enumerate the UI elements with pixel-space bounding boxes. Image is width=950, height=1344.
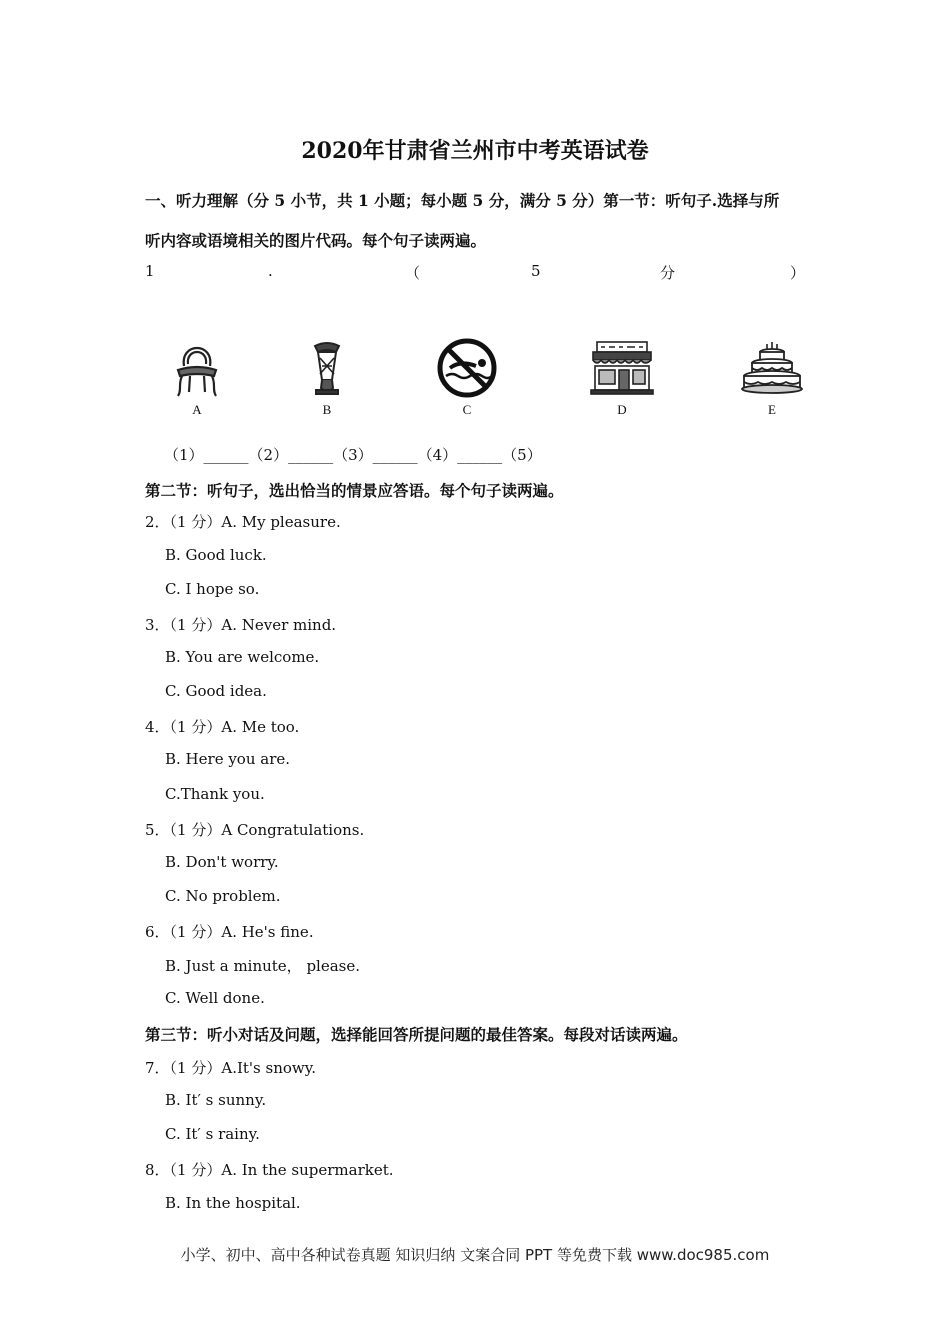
picture-d [577, 336, 667, 426]
q1-number: 1 [145, 262, 155, 280]
question-3-option-b: B. You are welcome. [165, 648, 320, 666]
picture-c-label: C [462, 402, 472, 417]
q1-score-unit: 分 [660, 264, 676, 282]
section3-heading: 第三节：听小对话及问题，选择能回答所提问题的最佳答案。每段对话读两遍。 [145, 1025, 688, 1044]
question-2-option-c: C. I hope so. [165, 580, 260, 598]
q1-open-paren: （ [405, 264, 421, 282]
picture-a [152, 336, 242, 426]
answer-blanks: （1）______（2）______（3）______（4）______（5） [164, 446, 542, 464]
question-8-option-b: B. In the hospital. [165, 1194, 301, 1212]
picture-c [422, 336, 512, 426]
question-6-stem: 6．（1 分）A. He's fine. [145, 923, 314, 941]
page-footer: 小学、初中、高中各种试卷真题 知识归纳 文案合同 PPT 等免费下载 www.doc985.com [180, 1246, 770, 1264]
question-5-option-c: C. No problem. [165, 887, 281, 905]
q1-score: 5 [531, 262, 541, 280]
question-7-option-b: B. It′ s sunny. [165, 1091, 267, 1109]
section1-heading-line1: 一、听力理解（分 5 小节，共 1 小题；每小题 5 分，满分 5 分）第一节：听句子.选择与所 [145, 191, 780, 210]
question-5-option-b: B. Don't worry. [165, 853, 279, 871]
question-7-stem: 7．（1 分）A.It's snowy. [145, 1059, 316, 1077]
question-8-stem: 8．（1 分）A. In the supermarket. [145, 1161, 394, 1179]
picture-e [727, 336, 817, 426]
q1-close-paren: ） [790, 264, 806, 282]
question-4-option-c: C.Thank you. [165, 785, 265, 803]
question-3-option-c: C. Good idea. [165, 682, 267, 700]
picture-b-label: B [322, 402, 332, 417]
question-4-stem: 4．（1 分）A. Me too. [145, 718, 300, 736]
question-7-option-c: C. It′ s rainy. [165, 1125, 260, 1143]
ice-cream-icon [292, 336, 362, 400]
shop-icon [587, 336, 657, 400]
picture-a-label: A [192, 402, 202, 417]
no-swimming-icon [432, 336, 502, 400]
question-6-option-c: C. Well done. [165, 989, 265, 1007]
cake-icon [737, 336, 807, 400]
picture-d-label: D [617, 402, 627, 417]
section2-heading: 第二节：听句子，选出恰当的情景应答语。每个句子读两遍。 [145, 481, 564, 500]
question-2-option-b: B. Good luck. [165, 546, 267, 564]
chair-icon [162, 336, 232, 400]
question-5-stem: 5．（1 分）A Congratulations. [145, 821, 365, 839]
picture-e-label: E [768, 402, 776, 417]
section1-heading-line2: 听内容或语境相关的图片代码。每个句子读两遍。 [145, 231, 487, 250]
question-6-option-b: B. Just a minute， please. [165, 957, 361, 975]
picture-b [282, 336, 372, 426]
question-3-stem: 3．（1 分）A. Never mind. [145, 616, 337, 634]
question-4-option-b: B. Here you are. [165, 750, 291, 768]
page-title: 2020年甘肃省兰州市中考英语试卷 [301, 138, 649, 164]
question-2-stem: 2．（1 分）A. My pleasure. [145, 513, 341, 531]
q1-dot: . [268, 262, 273, 280]
